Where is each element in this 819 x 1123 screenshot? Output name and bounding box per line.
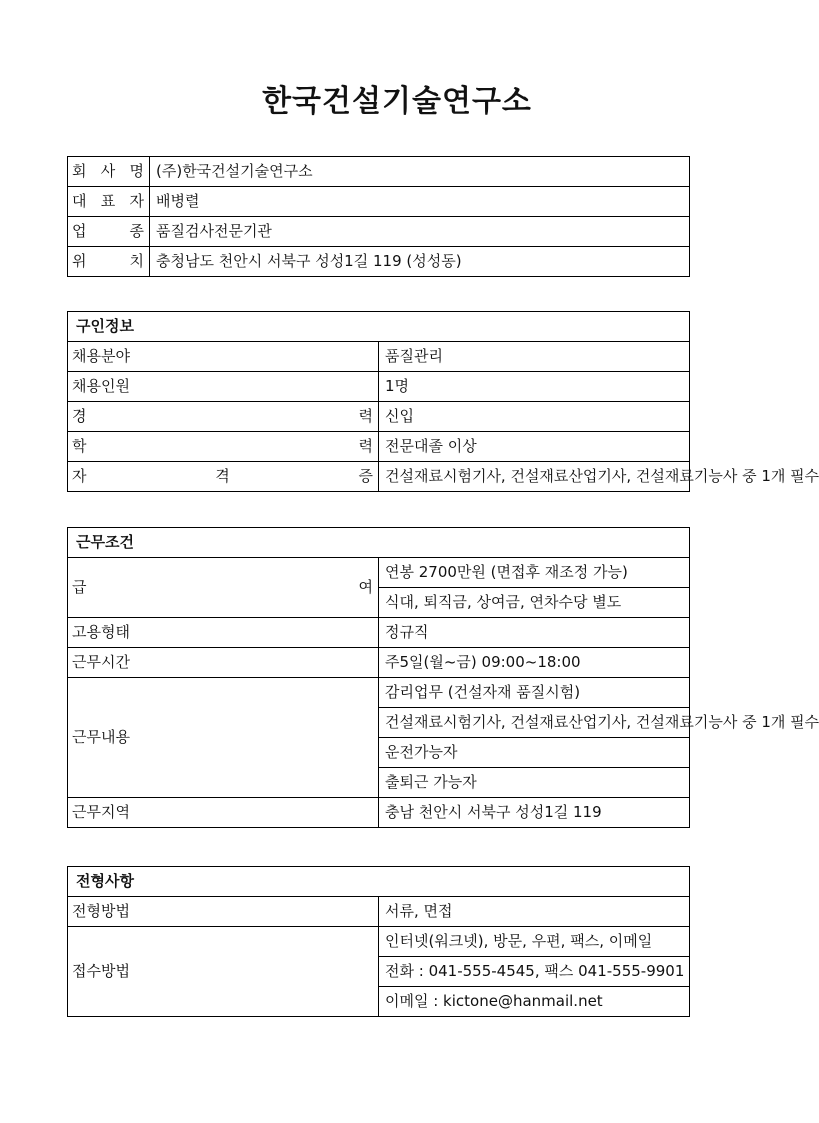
table-row — [68, 927, 690, 957]
work-area-value: 충남 천안시 서북구 성성1길 119 — [379, 798, 690, 828]
table-row — [68, 372, 690, 402]
count-label: 채용인원 — [68, 372, 379, 402]
table-row — [68, 187, 690, 217]
company-name-label: 회 사 명 — [68, 157, 150, 187]
selection-table — [67, 866, 690, 1017]
industry-label: 업 종 — [68, 217, 150, 247]
page-title: 한국건설기술연구소 — [262, 84, 532, 119]
industry-value: 품질검사전문기관 — [150, 217, 690, 247]
table-row — [68, 648, 690, 678]
education-label: 학 력 — [68, 432, 379, 462]
license-label: 자 격 증 — [68, 462, 379, 492]
table-row — [68, 342, 690, 372]
pay-value: 식대, 퇴직금, 상여금, 연차수당 별도 — [379, 588, 690, 618]
table-row — [68, 528, 690, 558]
duty-value: 운전가능자 — [379, 738, 690, 768]
table-row — [68, 897, 690, 927]
selection-method-label: 전형방법 — [68, 897, 379, 927]
duty-value: 감리업무 (건설자재 품질시험) — [379, 678, 690, 708]
career-label: 경 력 — [68, 402, 379, 432]
work-hours-value: 주5일(월~금) 09:00~18:00 — [379, 648, 690, 678]
apply-method-value: 인터넷(워크넷), 방문, 우편, 팩스, 이메일 — [379, 927, 690, 957]
location-value: 충청남도 천안시 서북구 성성1길 119 (성성동) — [150, 247, 690, 277]
field-value: 품질관리 — [379, 342, 690, 372]
table-row — [68, 618, 690, 648]
table-row — [68, 217, 690, 247]
table-row — [68, 157, 690, 187]
duty-value: 건설재료시험기사, 건설재료산업기사, 건설재료기능사 중 1개 필수 — [379, 708, 690, 738]
conditions-table — [67, 527, 819, 828]
section-header-recruit: 구인정보 — [68, 312, 690, 342]
table-row — [68, 867, 690, 897]
employment-type-label: 고용형태 — [68, 618, 379, 648]
table-row — [68, 798, 690, 828]
table-row — [68, 312, 690, 342]
table-row — [68, 247, 690, 277]
location-label: 위 치 — [68, 247, 150, 277]
section-header-conditions: 근무조건 — [68, 528, 690, 558]
pay-value: 연봉 2700만원 (면접후 재조정 가능) — [379, 558, 690, 588]
employment-type-value: 정규직 — [379, 618, 690, 648]
work-area-label: 근무지역 — [68, 798, 379, 828]
apply-email-value: 이메일 : kictone@hanmail.net — [379, 987, 690, 1017]
ceo-label: 대 표 자 — [68, 187, 150, 217]
company-name-value: (주)한국건설기술연구소 — [150, 157, 690, 187]
section-header-selection: 전형사항 — [68, 867, 690, 897]
ceo-value: 배병렬 — [150, 187, 690, 217]
duty-value: 출퇴근 가능자 — [379, 768, 690, 798]
selection-method-value: 서류, 면접 — [379, 897, 690, 927]
field-label: 채용분야 — [68, 342, 379, 372]
count-value: 1명 — [379, 372, 690, 402]
pay-label: 급 여 — [68, 558, 379, 618]
apply-method-label: 접수방법 — [68, 927, 379, 1017]
work-hours-label: 근무시간 — [68, 648, 379, 678]
table-row — [68, 402, 690, 432]
duty-label: 근무내용 — [68, 678, 379, 798]
table-row — [68, 432, 690, 462]
table-row — [68, 462, 690, 492]
table-row — [68, 558, 690, 588]
recruit-info-table — [67, 311, 819, 492]
table-row — [68, 678, 690, 708]
company-info-table — [67, 156, 690, 277]
license-value: 건설재료시험기사, 건설재료산업기사, 건설재료기능사 중 1개 필수 — [379, 462, 690, 492]
apply-contact-value: 전화 : 041-555-4545, 팩스 041-555-9901 — [379, 957, 690, 987]
education-value: 전문대졸 이상 — [379, 432, 690, 462]
career-value: 신입 — [379, 402, 690, 432]
